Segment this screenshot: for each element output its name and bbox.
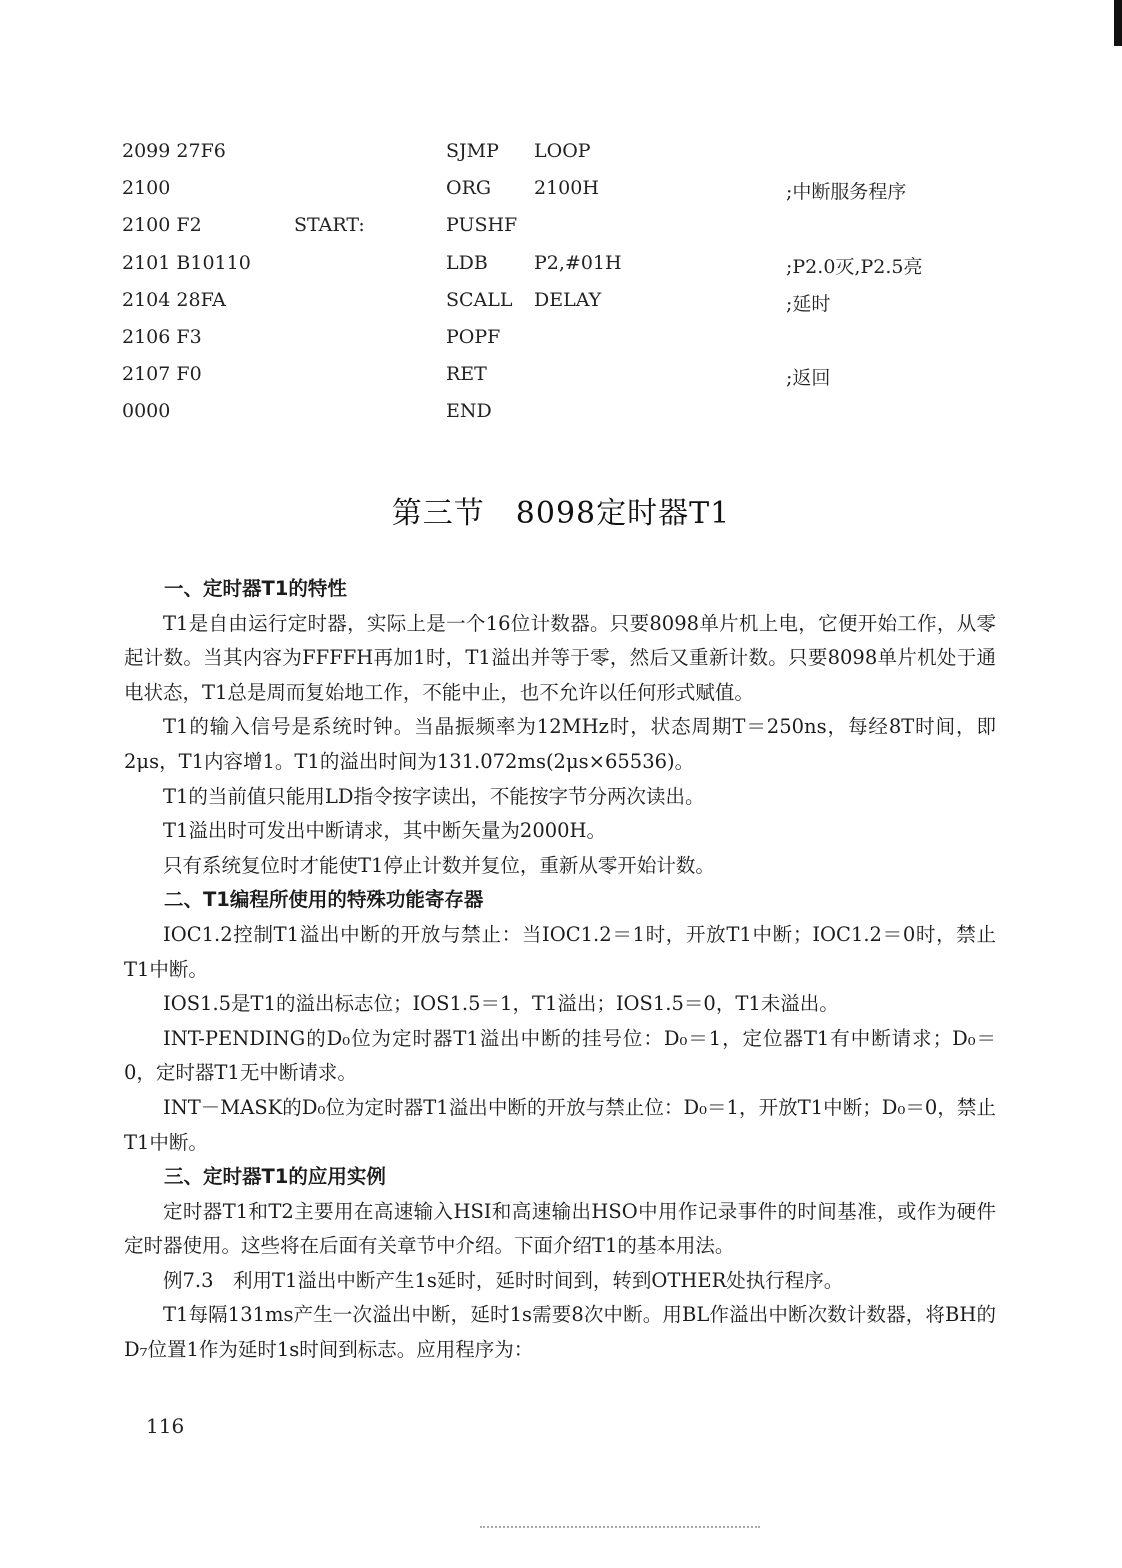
paragraph: 定时器T1和T2主要用在高速输入HSI和高速输出HSO中用作记录事件的时间基准，或作为硬件定时器使用。这些将在后面有关章节中介绍。下面介绍T1的基本用法。: [124, 1199, 996, 1258]
code-opcode: PUSHF: [446, 214, 518, 237]
code-opcode: SCALL: [446, 288, 513, 311]
body-text: [124, 572, 996, 1368]
code-operand: 2100H: [534, 177, 599, 200]
code-opcode: LDB: [446, 251, 488, 274]
code-line: [122, 214, 1022, 251]
code-opcode: POPF: [446, 325, 501, 348]
paragraph: T1每隔131ms产生一次溢出中断，延时1s需要8次中断。用BL作溢出中断次数计数器，将BH的D₇位置1作为延时1s时间到标志。应用程序为：: [124, 1303, 996, 1362]
paragraph: IOC1.2控制T1溢出中断的开放与禁止：当IOC1.2＝1时，开放T1中断；IOC1.2＝0时，禁止T1中断。: [124, 922, 996, 981]
paragraph: T1的当前值只能用LD指令按字读出，不能按字节分两次读出。: [163, 784, 705, 808]
code-opcode: SJMP: [446, 140, 499, 162]
code-operand: DELAY: [534, 288, 602, 311]
code-opcode: RET: [446, 363, 487, 386]
paragraph: T1溢出时可发出中断请求，其中断矢量为2000H。: [163, 819, 607, 843]
scan-noise-divider: [480, 1526, 760, 1530]
code-operand: LOOP: [534, 140, 591, 162]
code-address: 2099 27F6: [122, 140, 226, 162]
paragraph: INT-PENDING的D₀位为定时器T1溢出中断的挂号位：D₀＝1，定位器T1有中断请求；D₀＝0，定时器T1无中断请求。: [124, 1026, 996, 1085]
code-line: [122, 140, 1022, 177]
code-opcode: END: [446, 400, 492, 423]
code-address: 2107 F0: [122, 363, 202, 386]
paragraph: 只有系统复位时才能使T1停止计数并复位，重新从零开始计数。: [163, 853, 715, 877]
code-address: 2101 B10110: [122, 251, 251, 274]
code-line: [122, 400, 1022, 437]
code-line: [122, 177, 1022, 214]
code-address: 0000: [122, 400, 171, 423]
code-opcode: ORG: [446, 177, 492, 200]
paragraph: T1是自由运行定时器，实际上是一个16位计数器。只要8098单片机上电，它便开始工作，从零起计数。当其内容为FFFFH再加1时，T1溢出并等于零，然后又重新计数。只要8098单片机处于通电状态，T1总是周而复始地工作，不能中止，也不允许以任何形式赋值。: [124, 611, 996, 704]
paragraph: INT－MASK的D₀位为定时器T1溢出中断的开放与禁止位：D₀＝1，开放T1中断；D₀＝0，禁止T1中断。: [124, 1095, 996, 1154]
code-label: START:: [294, 214, 365, 237]
code-line: [122, 252, 1022, 289]
code-comment: ;返回: [786, 367, 831, 390]
code-address: 2100 F2: [122, 214, 202, 237]
code-line: [122, 363, 1022, 400]
code-line: [122, 326, 1022, 363]
code-address: 2106 F3: [122, 325, 202, 348]
paragraph: 例7.3 利用T1溢出中断产生1s延时，延时时间到，转到OTHER处执行程序。: [163, 1268, 844, 1292]
code-address: 2104 28FA: [122, 288, 226, 311]
code-comment: ;P2.0灭,P2.5亮: [786, 255, 923, 278]
heading-t1-examples: 三、定时器T1的应用实例: [164, 1165, 386, 1189]
code-comment: ;中断服务程序: [786, 181, 907, 204]
heading-t1-features: 一、定时器T1的特性: [164, 577, 347, 600]
code-line: [122, 289, 1022, 326]
paragraph: IOS1.5是T1的溢出标志位；IOS1.5＝1，T1溢出；IOS1.5＝0，T1未溢出。: [163, 992, 839, 1016]
page-number: 116: [146, 1414, 185, 1438]
paragraph: T1的输入信号是系统时钟。当晶振频率为12MHz时，状态周期T＝250ns，每经8T时间，即2μs，T1内容增1。T1的溢出时间为131.072ms(2μs×65536)。: [124, 715, 996, 773]
section-title: 第三节 8098定时器T1: [391, 496, 731, 531]
code-comment: ;延时: [786, 292, 831, 315]
code-operand: P2,#01H: [534, 251, 622, 274]
heading-t1-registers: 二、T1编程所使用的特殊功能寄存器: [164, 888, 484, 912]
assembly-listing: [122, 140, 1022, 438]
scan-edge-mark: [1114, 0, 1122, 46]
code-address: 2100: [122, 177, 171, 200]
